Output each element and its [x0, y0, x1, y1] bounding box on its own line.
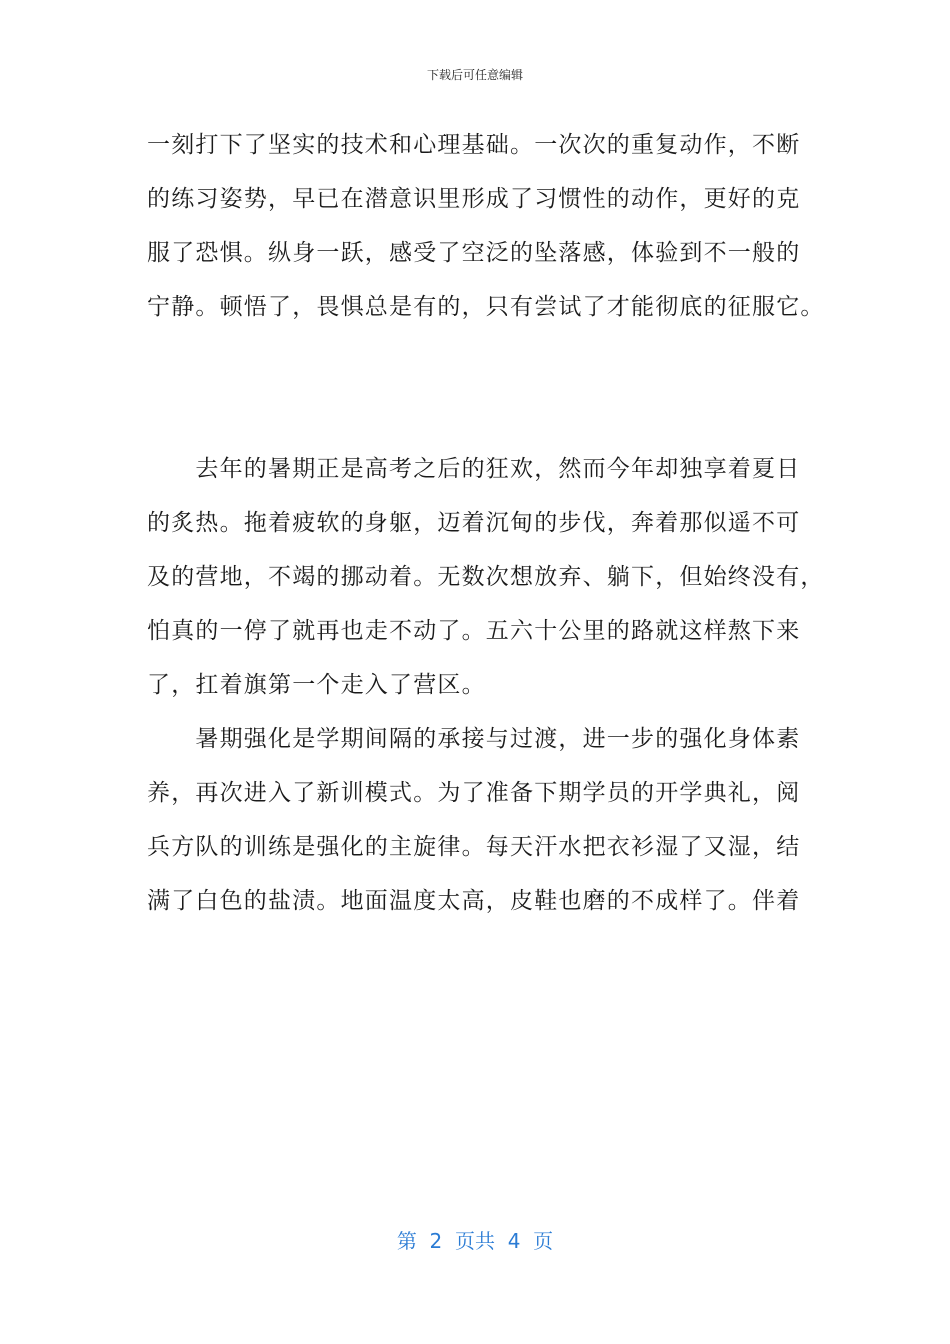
text-line: 养，再次进入了新训模式。为了准备下期学员的开学典礼，阅: [147, 780, 801, 806]
text-line: 满了白色的盐渍。地面温度太高，皮鞋也磨的不成样了。伴着: [147, 888, 801, 914]
text-line: 暑期强化是学期间隔的承接与过渡，进一步的强化身体素: [147, 726, 801, 752]
text-line: 一刻打下了坚实的技术和心理基础。一次次的重复动作，不断: [147, 132, 801, 158]
text-line: 宁静。顿悟了，畏惧总是有的，只有尝试了才能彻底的征服它。: [147, 294, 825, 320]
text-line: 怕真的一停了就再也走不动了。五六十公里的路就这样熬下来: [147, 618, 801, 644]
paragraph: [147, 712, 812, 928]
text-line: 去年的暑期正是高考之后的狂欢，然而今年却独享着夏日: [147, 456, 801, 482]
document-body: [147, 118, 825, 928]
text-line: 的炙热。拖着疲软的身躯，迈着沉甸的步伐，奔着那似遥不可: [147, 510, 801, 536]
paragraph: [147, 442, 825, 712]
text-line: 服了恐惧。纵身一跃，感受了空泛的坠落感，体验到不一般的: [147, 240, 801, 266]
text-line: 了，扛着旗第一个走入了营区。: [147, 672, 486, 698]
text-line: 及的营地，不竭的挪动着。无数次想放弃、躺下，但始终没有，: [147, 564, 825, 590]
paragraph: [147, 118, 825, 334]
page-header: 下载后可任意编辑: [426, 68, 523, 82]
text-line: 兵方队的训练是强化的主旋律。每天汗水把衣衫湿了又湿，结: [147, 834, 801, 860]
text-line: 的练习姿势，早已在潜意识里形成了习惯性的动作，更好的克: [147, 186, 801, 212]
page-number-footer: 第 2 页共 4 页: [396, 1229, 554, 1253]
paragraph-spacer: [147, 334, 812, 442]
